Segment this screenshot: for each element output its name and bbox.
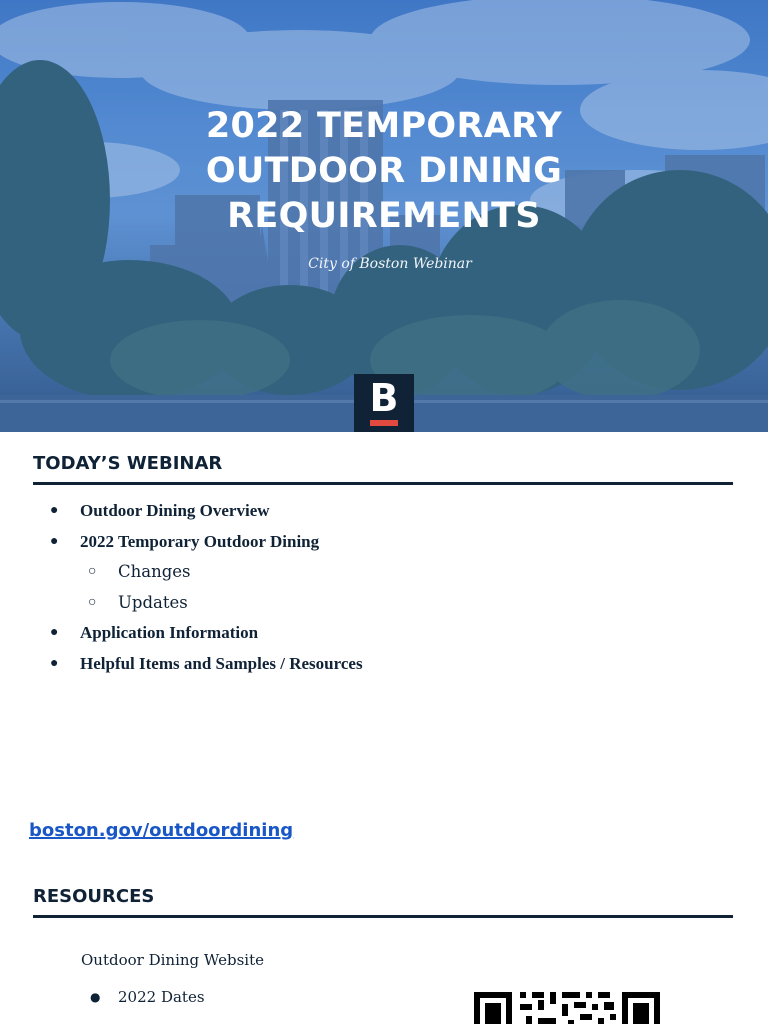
agenda-subitem bbox=[50, 559, 700, 590]
logo-letter: B bbox=[369, 376, 399, 420]
hero-title-line-2: OUTDOOR DINING bbox=[205, 151, 563, 191]
agenda-item-text: Application Information bbox=[80, 623, 259, 642]
outdoor-dining-link[interactable]: boston.gov/outdoordining bbox=[29, 820, 294, 841]
hero-title-line-3: REQUIREMENTS bbox=[227, 196, 541, 236]
agenda-subitem-text: Changes bbox=[118, 562, 191, 581]
bullet: ● bbox=[90, 990, 101, 1004]
hero-banner bbox=[0, 0, 768, 432]
agenda-item-text: 2022 Temporary Outdoor Dining bbox=[80, 531, 320, 551]
agenda-subitem-text: Updates bbox=[118, 592, 188, 612]
hero-subtitle: City of Boston Webinar bbox=[308, 256, 472, 272]
agenda-item-text: Helpful Items and Samples / Resources bbox=[80, 653, 363, 673]
qr-code-icon[interactable] bbox=[472, 990, 662, 1024]
agenda-item bbox=[50, 529, 700, 560]
sub-bullet: ○ bbox=[88, 564, 97, 579]
agenda-item bbox=[50, 651, 700, 682]
logo-accent-bar bbox=[370, 420, 398, 426]
resource-item-text: 2022 Dates bbox=[118, 988, 205, 1006]
bullet: ● bbox=[50, 503, 59, 518]
agenda-item bbox=[50, 498, 700, 529]
outdoor-dining-website-label: Outdoor Dining Website bbox=[81, 951, 264, 969]
bullet: ● bbox=[50, 625, 59, 640]
city-of-boston-logo bbox=[354, 374, 414, 432]
webinar-heading: TODAY’S WEBINAR bbox=[33, 453, 733, 485]
hero-title-line-1: 2022 TEMPORARY bbox=[205, 106, 563, 146]
agenda-subitem bbox=[50, 590, 700, 621]
resources-heading: RESOURCES bbox=[33, 886, 733, 918]
agenda-item bbox=[50, 620, 700, 651]
bullet: ● bbox=[50, 655, 59, 671]
agenda-list bbox=[50, 498, 700, 681]
agenda-item-text: Outdoor Dining Overview bbox=[80, 501, 270, 520]
bullet: ● bbox=[50, 533, 59, 549]
hero-title bbox=[0, 104, 768, 239]
sub-bullet: ○ bbox=[88, 594, 97, 610]
